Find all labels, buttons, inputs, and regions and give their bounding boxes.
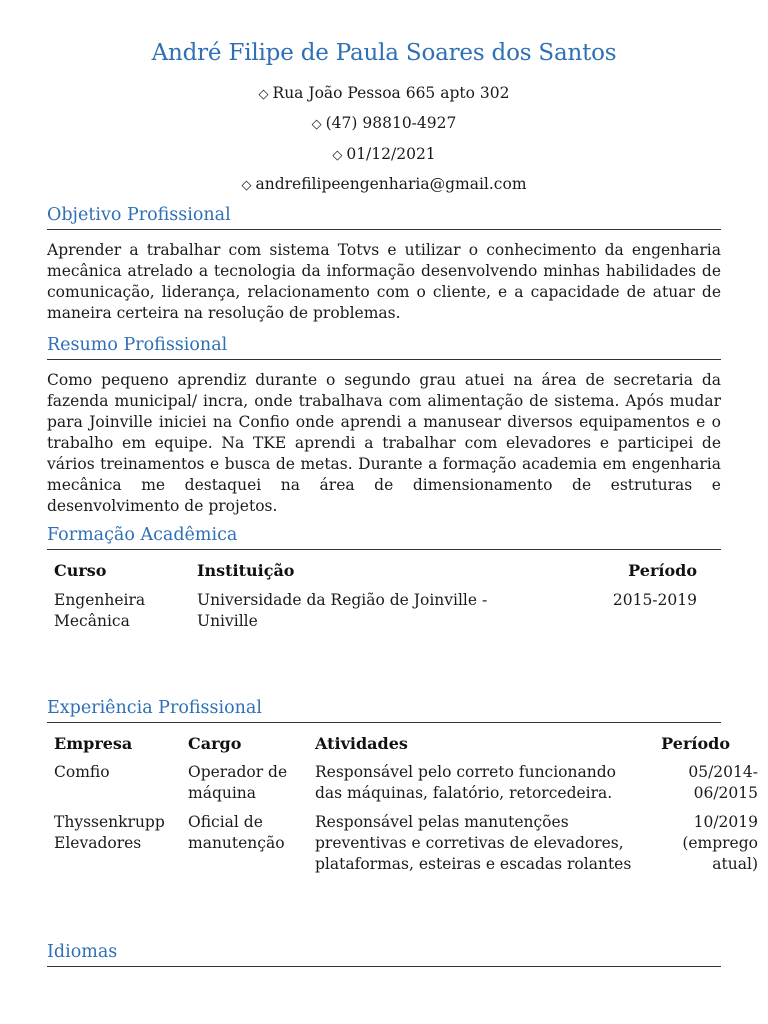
exp-cargo-line: manutenção (188, 834, 285, 852)
header-empresa: Empresa (54, 734, 133, 753)
header-periodo: Período (628, 561, 697, 580)
resumo-text: Como pequeno aprendiz durante o segundo grau atuei na área de secretaria da fazenda municipal/ incra, onde trabalhava com alimentação de sistema. Após mudar para Joinville iniciei na Confio onde aprendi a manusear diversos equipamentos e o trabalho em equipe. Na TKE aprendi a trabalhar com elevadores e participei de vários treinamentos e busca de metas. Durante a formação academia em engenharia mecânica me destaquei na área de dimensionamento de estruturas e desenvolvimento de projetos. (47, 371, 721, 515)
exp-cargo-line: máquina (188, 784, 257, 802)
section-title-objetivo: Objetivo Profissional (47, 205, 721, 230)
diamond-icon: ◇ (241, 178, 252, 193)
contact-address-text: Rua João Pessoa 665 apto 302 (272, 84, 510, 102)
diamond-icon: ◇ (258, 87, 269, 102)
section-title-formacao: Formação Acadêmica (47, 525, 721, 550)
formacao-curso-line: Engenheira (54, 591, 146, 609)
exp-empresa-line: Elevadores (54, 834, 142, 852)
header-curso: Curso (54, 561, 107, 580)
exp-periodo-line: (emprego (682, 834, 758, 852)
formacao-instituicao-line: Universidade da Região de Joinville - (197, 591, 488, 609)
exp-atividades-line: Responsável pelo correto funcionando (315, 763, 616, 781)
exp-empresa-line: Comfio (54, 763, 110, 781)
contact-phone (0, 114, 768, 132)
exp-cargo (188, 812, 285, 854)
contact-address (0, 84, 768, 102)
section-title-idiomas: Idiomas (47, 942, 721, 967)
candidate-name: André Filipe de Paula Soares dos Santos (151, 40, 617, 66)
formacao-instituicao (197, 590, 487, 632)
exp-cargo-line: Operador de (188, 763, 288, 781)
exp-periodo-line: atual) (712, 855, 758, 873)
section-title-resumo: Resumo Profissional (47, 335, 721, 360)
formacao-periodo: 2015-2019 (612, 591, 697, 609)
exp-periodo-line: 10/2019 (693, 813, 758, 831)
header-periodo-exp: Período (661, 734, 730, 753)
exp-periodo (640, 812, 758, 875)
contact-email (0, 175, 768, 193)
exp-cargo (188, 762, 287, 804)
exp-empresa-line: Thyssenkrupp (54, 813, 165, 831)
exp-empresa (54, 812, 165, 854)
contact-date (0, 145, 768, 163)
exp-empresa (54, 762, 110, 783)
exp-periodo-line: 06/2015 (693, 784, 758, 802)
exp-periodo-line: 05/2014- (688, 763, 758, 781)
exp-cargo-line: Oficial de (188, 813, 263, 831)
exp-atividades (315, 762, 616, 804)
exp-atividades-line: Responsável pelas manutenções (315, 813, 569, 831)
contact-phone-text: (47) 98810-4927 (325, 114, 457, 132)
contact-email-text: andrefilipeengenharia@gmail.com (255, 175, 527, 193)
formacao-curso (54, 590, 145, 632)
objetivo-text: Aprender a trabalhar com sistema Totvs e utilizar o conhecimento da engenharia mecânica atrelado a tecnologia da informação desenvolvendo minhas habilidades de comunicação, liderança, relacionamento com o cliente, e a capacidade de atuar de maneira certeira na resolução de problemas. (47, 241, 721, 322)
exp-periodo (640, 762, 758, 804)
header-cargo: Cargo (188, 734, 242, 753)
formacao-curso-line: Mecânica (54, 612, 130, 630)
diamond-icon: ◇ (332, 148, 343, 163)
header-instituicao: Instituição (197, 561, 295, 580)
exp-atividades (315, 812, 631, 875)
section-title-experiencia: Experiência Profissional (47, 698, 721, 723)
exp-atividades-line: das máquinas, falatório, retorcedeira. (315, 784, 613, 802)
exp-atividades-line: preventivas e corretivas de elevadores, (315, 834, 624, 852)
formacao-instituicao-line: Univille (197, 612, 258, 630)
contact-date-text: 01/12/2021 (346, 145, 436, 163)
header-atividades: Atividades (315, 734, 408, 753)
diamond-icon: ◇ (311, 117, 322, 132)
exp-atividades-line: plataformas, esteiras e escadas rolantes (315, 855, 632, 873)
